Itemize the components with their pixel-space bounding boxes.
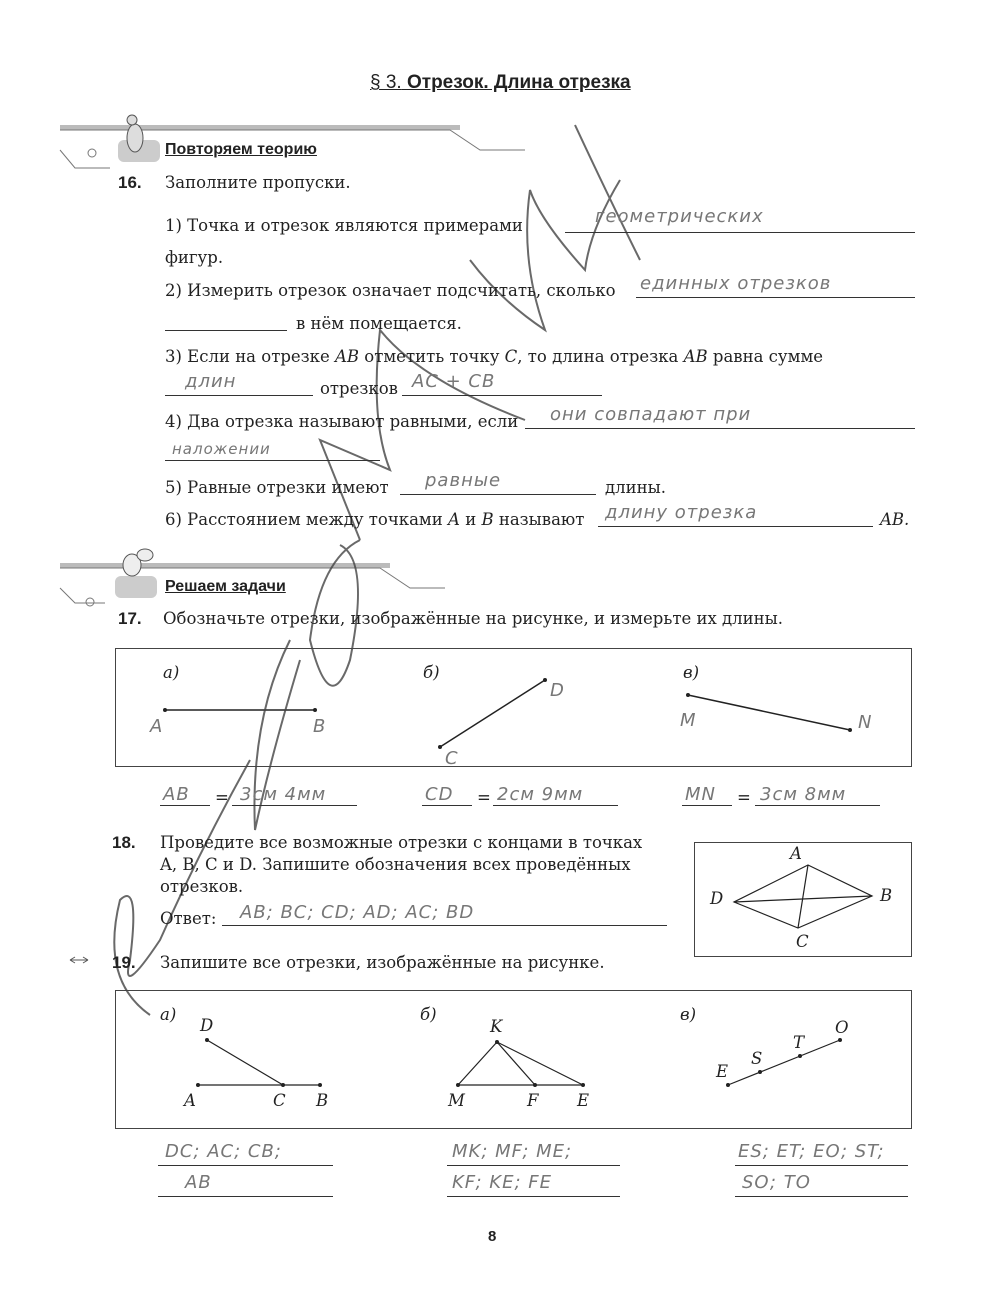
task-prompt: Проведите все возможные отрезки с концами в точках <box>160 833 643 852</box>
task-prompt: Обозначьте отрезки, изображённые на рисунке, и измерьте их длины. <box>163 609 784 628</box>
task-number: 18. <box>112 833 136 852</box>
point-label: F <box>527 1091 539 1110</box>
page-number: 8 <box>488 1228 497 1245</box>
figure-label: б) <box>423 663 440 682</box>
handwritten-answer: длин <box>185 371 237 392</box>
point-label: A <box>184 1091 196 1110</box>
equals-sign: = <box>215 788 229 807</box>
handwritten-answer: они совпадают при <box>550 404 752 425</box>
handwritten-answer: наложении <box>172 440 271 458</box>
handwritten-answer: длину отрезка <box>605 502 758 523</box>
point-label: T <box>793 1033 805 1052</box>
point-label: A <box>150 716 164 737</box>
item-text: 5) Равные отрезки имеют <box>165 478 389 497</box>
handwritten-answer: SO; TO <box>742 1172 811 1193</box>
answer-label: Ответ: <box>160 909 217 928</box>
handwritten-answer: AC + CB <box>412 371 496 392</box>
point-label: A <box>790 844 802 863</box>
handwritten-answer: 3см 8мм <box>760 784 847 805</box>
figure-label: б) <box>420 1005 437 1024</box>
item-text: фигур. <box>165 248 224 267</box>
task-number: 17. <box>118 609 142 628</box>
task-prompt: Заполните пропуски. <box>165 173 351 192</box>
handwritten-answer: 2см 9мм <box>497 784 584 805</box>
point-label: D <box>710 889 724 908</box>
handwritten-answer: MN <box>685 784 716 805</box>
section-number: § 3. <box>370 72 402 93</box>
theory-header: Повторяем теорию <box>165 141 317 158</box>
figure-label: в) <box>683 663 700 682</box>
point-label: N <box>858 712 873 733</box>
item-text: 1) Точка и отрезок являются примерами <box>165 216 523 235</box>
point-label: K <box>490 1017 503 1036</box>
handwritten-answer: единных отрезков <box>640 273 832 294</box>
task-number: 19. <box>112 953 136 972</box>
task-prompt: отрезков. <box>160 877 244 896</box>
point-label: C <box>273 1091 286 1110</box>
section-title: Отрезок. Длина отрезка <box>406 72 631 93</box>
handwritten-answer: AB <box>185 1172 212 1193</box>
handwritten-answer: геометрических <box>595 206 764 227</box>
point-label: E <box>716 1062 729 1081</box>
point-label: C <box>445 748 459 769</box>
handwritten-answer: DC; AC; CB; <box>165 1141 282 1162</box>
point-label: B <box>880 886 893 905</box>
bullet-circle <box>86 598 94 606</box>
task19-figure-box <box>115 990 912 1129</box>
point-label: M <box>680 710 697 731</box>
point-label: B <box>316 1091 329 1110</box>
equals-sign: = <box>477 788 491 807</box>
item-text: 4) Два отрезка называют равными, если <box>165 412 519 431</box>
item-text: длины. <box>605 478 667 497</box>
task17-figure-box <box>115 648 912 767</box>
item-text: 2) Измерить отрезок означает подсчитать, сколько <box>165 281 616 300</box>
task-number: 16. <box>118 173 142 192</box>
point-label: D <box>200 1016 214 1035</box>
handwritten-answer: AB; BC; CD; AD; AC; BD <box>240 902 475 923</box>
point-label: B <box>313 716 327 737</box>
item-text: отрезков <box>320 379 398 398</box>
item-text: AB. <box>880 510 910 529</box>
double-arrow-icon <box>70 957 88 963</box>
figure-label: а) <box>160 1005 177 1024</box>
tasks-header: Решаем задачи <box>165 578 286 595</box>
parrot-icon <box>127 115 143 152</box>
figure-label: в) <box>680 1005 697 1024</box>
handwritten-answer: MK; MF; ME; <box>452 1141 573 1162</box>
item-text: в нём помещается. <box>296 314 462 333</box>
item-text: 6) Расстоянием между точками A и B называют <box>165 510 585 529</box>
handwritten-answer: KF; KE; FE <box>452 1172 552 1193</box>
point-label: O <box>835 1018 849 1037</box>
equals-sign: = <box>737 788 751 807</box>
handwritten-answer: CD <box>425 784 454 805</box>
item-3-line: 3) Если на отрезке AB отметить точку C, то длина отрезка AB равна сумме <box>165 347 824 366</box>
handwritten-answer: равные <box>425 470 502 491</box>
task-prompt: Запишите все отрезки, изображённые на рисунке. <box>160 953 605 972</box>
handwritten-answer: AB <box>163 784 190 805</box>
point-label: S <box>751 1049 763 1068</box>
figure-label: а) <box>163 663 180 682</box>
handwritten-answer: 3см 4мм <box>240 784 327 805</box>
point-label: E <box>577 1091 590 1110</box>
handwritten-answer: ES; ET; EO; ST; <box>738 1141 885 1162</box>
bee-icon <box>123 549 153 576</box>
task-prompt: A, B, C и D. Запишите обозначения всех проведённых <box>160 855 631 874</box>
bullet-circle <box>88 149 96 157</box>
point-label: M <box>448 1091 465 1110</box>
point-label: D <box>550 680 565 701</box>
point-label: C <box>796 932 809 951</box>
